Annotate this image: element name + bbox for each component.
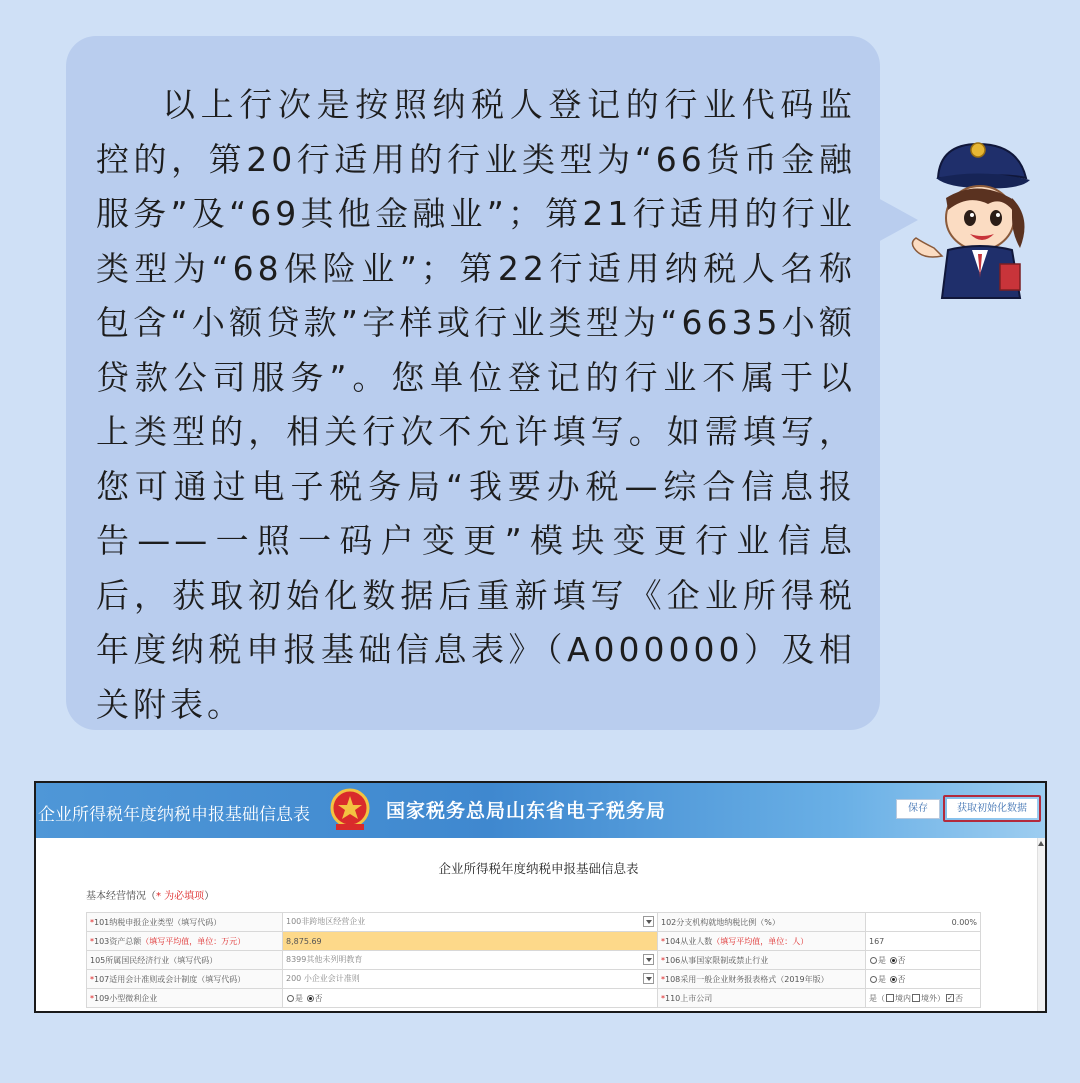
checkbox-domestic[interactable] <box>886 994 894 1002</box>
field-104-input[interactable]: 167 <box>866 932 981 951</box>
table-row <box>87 951 981 970</box>
field-label-110: *110上市公司 <box>658 989 866 1008</box>
field-103-input[interactable]: 8,875.69 <box>283 932 658 951</box>
field-label-107: *107适用会计准则或会计制度（填写代码） <box>87 970 283 989</box>
field-105-select[interactable]: 8399其他未列明教育 <box>283 951 658 970</box>
field-102-value[interactable]: 0.00% <box>866 913 981 932</box>
radio-yes[interactable] <box>870 976 877 983</box>
table-row <box>87 989 981 1008</box>
bubble-paragraph: 以上行次是按照纳税人登记的行业代码监控的，第20行适用的行业类型为“66货币金融服务”及“69其他金融业”；第21行适用的行业类型为“68保险业”；第22行适用纳税人名称包含“小额贷款”字样或行业类型为“6635小额贷款公司服务”。您单位登记的行业不属于以上类型的，相关行次不允许填写。如需填写，您可通过电子税务局“我要办税—综合信息报告——一照一码户变更”模块变更行业信息后，获取初始化数据后重新填写《企业所得税年度纳税申报基础信息表》（A000000）及相关附表。 <box>96 85 856 724</box>
radio-no[interactable] <box>890 976 897 983</box>
chevron-down-icon[interactable] <box>643 954 654 965</box>
chevron-down-icon[interactable] <box>643 916 654 927</box>
bureau-title: 国家税务总局山东省电子税务局 <box>386 801 667 822</box>
chevron-down-icon[interactable] <box>643 973 654 984</box>
field-label-109: *109小型微利企业 <box>87 989 283 1008</box>
checkbox-overseas[interactable] <box>912 994 920 1002</box>
tax-officer-mascot-icon <box>908 138 1038 308</box>
basic-info-table <box>86 912 981 1008</box>
field-107-select[interactable]: 200 小企业会计准则 <box>283 970 658 989</box>
field-label-105: 105所属国民经济行业（填写代码） <box>87 951 283 970</box>
required-note: * 为必填项 <box>156 891 205 902</box>
screenshot-header <box>36 783 1045 838</box>
table-row <box>87 913 981 932</box>
field-108-radios: 是 否 <box>866 970 981 989</box>
field-label-102: 102分支机构就地纳税比例（%） <box>658 913 866 932</box>
form-name-label: 企业所得税年度纳税申报基础信息表 <box>38 805 310 824</box>
section-label: 基本经营情况（* 为必填项） <box>86 891 215 902</box>
national-emblem-icon <box>326 786 374 834</box>
field-label-101: *101纳税申报企业类型（填写代码） <box>87 913 283 932</box>
field-label-103: *103资产总额（填写平均值，单位：万元） <box>87 932 283 951</box>
field-106-radios: 是 否 <box>866 951 981 970</box>
table-row <box>87 970 981 989</box>
field-label-104: *104从业人数（填写平均值，单位：人） <box>658 932 866 951</box>
checkbox-no[interactable]: ✓ <box>947 994 953 1002</box>
field-label-106: *106从事国家限制或禁止行业 <box>658 951 866 970</box>
radio-no[interactable] <box>307 995 314 1002</box>
form-title: 企业所得税年度纳税申报基础信息表 <box>438 861 639 876</box>
radio-yes[interactable] <box>287 995 294 1002</box>
bubble-text <box>96 78 856 732</box>
field-101-select[interactable]: 100非跨地区经营企业 <box>283 913 658 932</box>
field-110-options: 是（ 境内 境外） ✓ 否 <box>866 989 981 1008</box>
table-row <box>87 932 981 951</box>
scroll-up-arrow-icon[interactable] <box>1038 841 1044 846</box>
save-button[interactable]: 保存 <box>896 799 940 819</box>
field-109-radios: 是 否 <box>283 989 658 1008</box>
field-label-108: *108采用一般企业财务报表格式（2019年版） <box>658 970 866 989</box>
get-initial-data-button[interactable] <box>943 795 1041 822</box>
tax-form-screenshot <box>34 781 1047 1013</box>
get-initial-data-label: 获取初始化数据 <box>947 799 1037 818</box>
radio-no[interactable] <box>890 957 897 964</box>
radio-yes[interactable] <box>870 957 877 964</box>
